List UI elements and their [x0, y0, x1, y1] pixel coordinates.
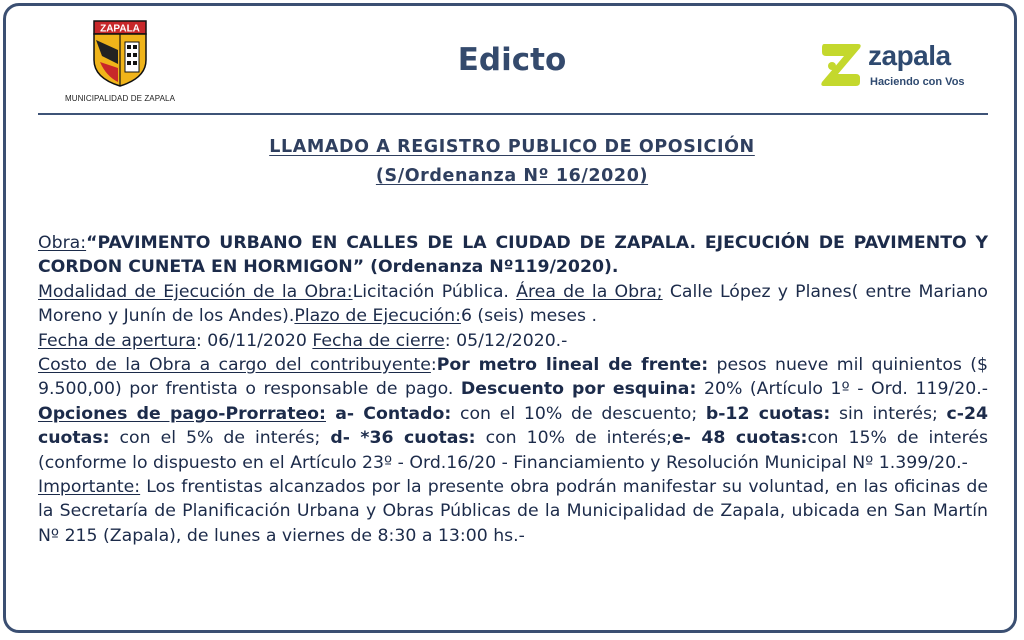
area-label: Área de la Obra; — [516, 281, 663, 302]
opt-e-value: con 15% de interés (conforme lo dispuesto en el Artículo 23º - Ord.16/20 - Financiamiento y Resolución Municipal Nº 1.399/20.- — [38, 428, 989, 473]
notice-subheading: (S/Ordenanza Nº 16/2020) — [375, 166, 649, 186]
plazo-value: 6 (seis) meses . — [460, 306, 597, 327]
costo-label: Costo de la Obra a cargo del contribuyente — [38, 355, 431, 376]
header-divider — [38, 113, 988, 115]
notice-heading: LLAMADO A REGISTRO PUBLICO DE OPOSICIÓN — [269, 137, 755, 157]
importante-value: Los frentistas alcanzados por la presente obra podrán manifestar su voluntad, en las oficinas de la Secretaría de Planificación Urbana y Obras Públicas de la Municipalidad de Zapala, ubicada en San Martín Nº 215 (Zapala), de lunes a viernes de 8:30 a 13:00 hs.- — [38, 477, 988, 546]
svg-text:ZAPALA: ZAPALA — [100, 23, 140, 35]
opt-b-label: b-12 cuotas: — [705, 403, 831, 424]
opt-a-label: a- Contado: — [325, 403, 452, 424]
obra-text: “PAVIMENTO URBANO EN CALLES DE LA CIUDAD DE ZAPALA. EJECUCIÓN DE PAVIMENTO Y CORDON CUNETA EN HORMIGON” (Ordenanza Nº119/2020). — [38, 233, 988, 278]
cierre-label: Fecha de cierre — [312, 330, 445, 351]
edict-body — [38, 231, 988, 548]
plazo-label: Plazo de Ejecución: — [294, 306, 461, 327]
cierre-value: : 05/12/2020.- — [444, 330, 568, 351]
descuento-value: 20% (Artículo 1º - Ord. 119/20.- — [696, 379, 988, 400]
opciones-label: Opciones de pago-Prorrateo: — [38, 403, 326, 424]
obra-label: Obra: — [38, 233, 87, 253]
apertura-label: Fecha de apertura — [38, 330, 196, 351]
costo-colon: : — [430, 355, 437, 376]
zapala-brand-logo — [818, 40, 988, 92]
opt-c-label: c-24 cuotas: — [38, 403, 988, 449]
brand-word: zapala — [868, 40, 951, 71]
opt-e-label: e- 48 cuotas: — [671, 428, 808, 449]
area-value: Calle López y Planes( entre Mariano Moreno y Junín de los Andes). — [38, 281, 988, 327]
modalidad-value: Licitación Pública. — [352, 281, 517, 302]
brand-tagline: Haciendo con Vos — [870, 76, 965, 88]
crest-caption: MUNICIPALIDAD DE ZAPALA — [64, 94, 176, 103]
page-title: Edicto — [457, 42, 567, 78]
opt-c-value: con el 5% de interés; — [109, 428, 331, 449]
costo-bold: Por metro lineal de frente: — [436, 355, 709, 376]
z-brand-icon — [818, 40, 864, 90]
opt-a-value: con el 10% de descuento; — [451, 403, 706, 424]
opt-d-label: d- *36 cuotas: — [330, 428, 476, 449]
opt-d-value: con 10% de interés; — [475, 428, 672, 449]
descuento-label: Descuento por esquina: — [460, 379, 697, 400]
modalidad-label: Modalidad de Ejecución de la Obra: — [38, 281, 353, 302]
importante-label: Importante: — [38, 477, 141, 498]
apertura-value: : 06/11/2020 — [195, 330, 313, 351]
opt-b-value: sin interés; — [830, 403, 947, 424]
costo-value: pesos nueve mil quinientos ($ 9.500,00) por frentista o responsable de pago. — [38, 355, 989, 400]
